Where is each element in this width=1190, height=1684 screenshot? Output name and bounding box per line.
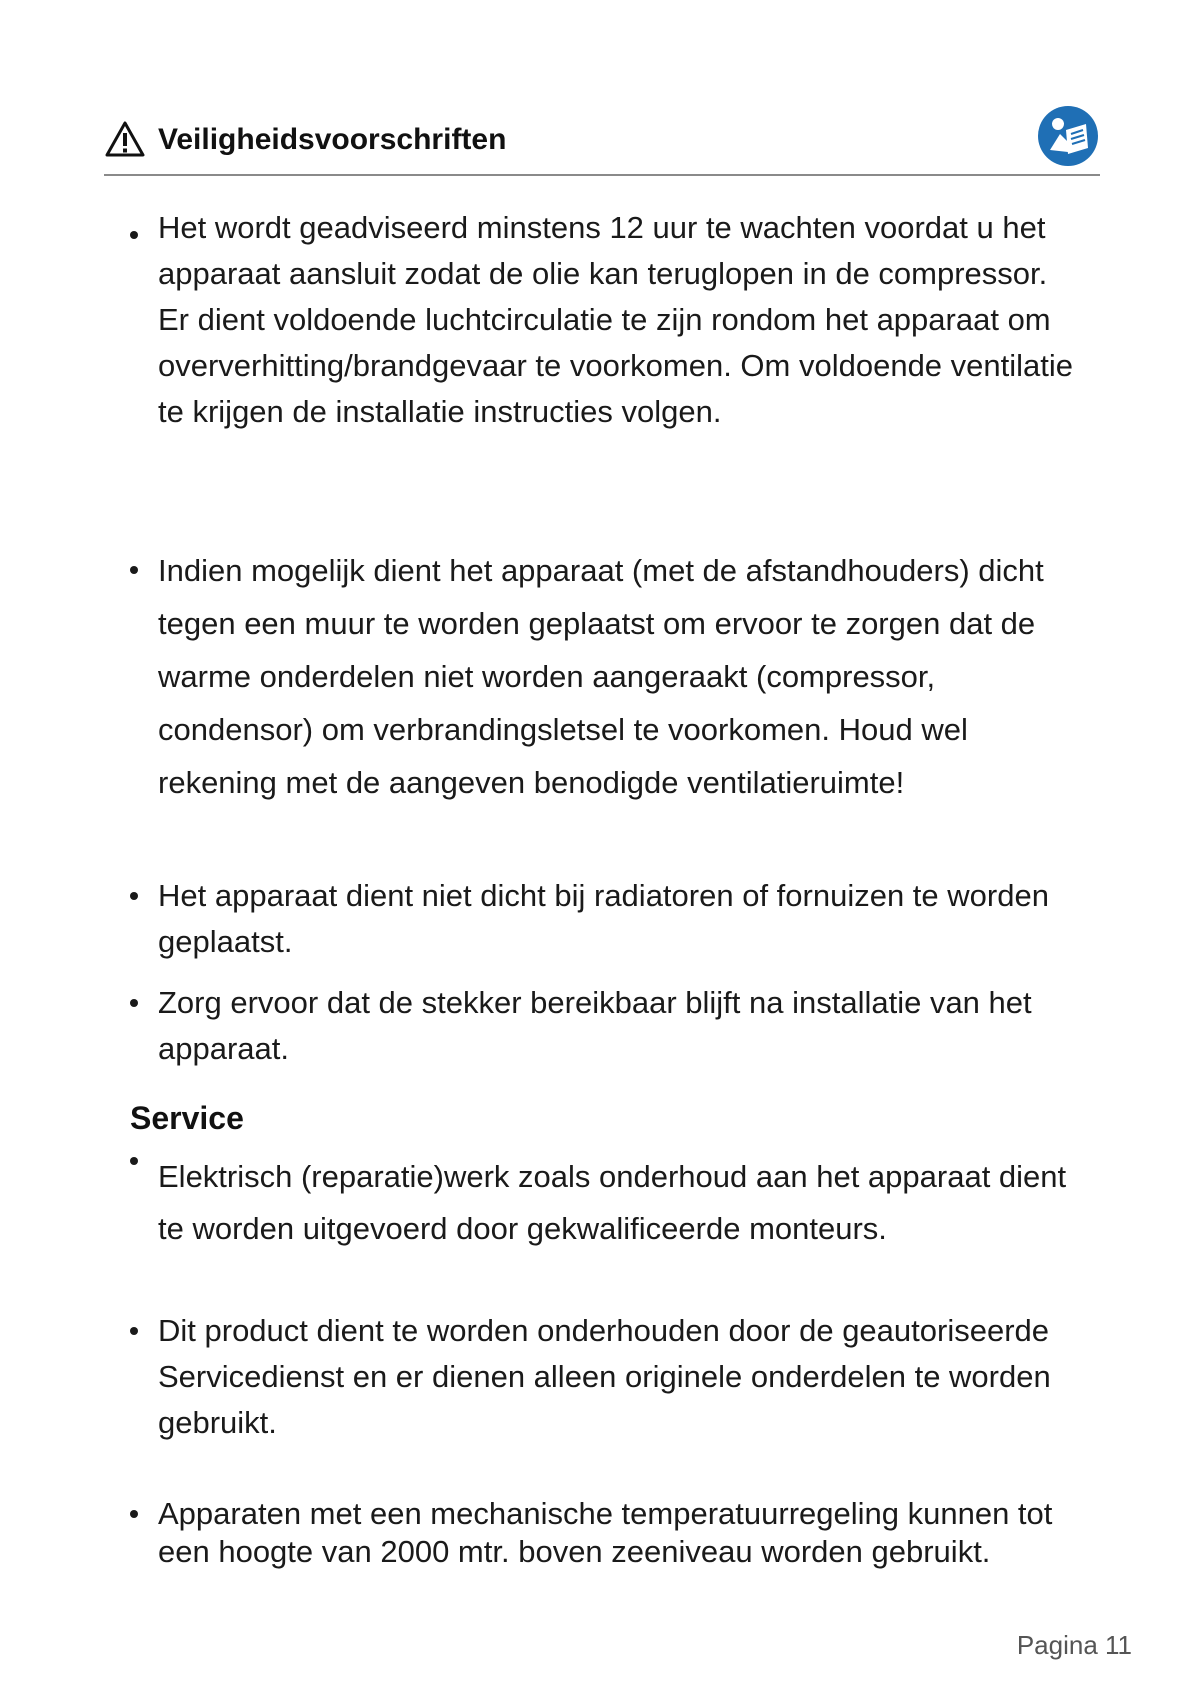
list-item-text: Zorg ervoor dat de stekker bereikbaar blijft na installatie van het apparaat. — [158, 985, 1032, 1066]
list-item-text: Het wordt geadviseerd minstens 12 uur te wachten voordat u het apparaat aansluit zodat de olie kan teruglopen in de compressor. Er dient voldoende luchtcirculatie te zijn rondom het apparaat om oververhitting/brandgevaar te voorkomen. Om voldoende ventilatie te krijgen de installatie instructies volgen. — [158, 210, 1074, 429]
list-item-text: Het apparaat dient niet dicht bij radiatoren of fornuizen te worden geplaatst. — [158, 878, 1049, 959]
list-item-text: Apparaten met een mechanische temperatuurregeling kunnen tot een hoogte van 2000 mtr. boven zeeniveau worden gebruikt. — [158, 1496, 1053, 1569]
bullet-dot — [130, 999, 138, 1007]
list-item-text: Indien mogelijk dient het apparaat (met de afstandhouders) dicht tegen een muur te worden geplaatst om ervoor te zorgen dat de warme onderdelen niet worden aangeraakt (compressor, condensor) om verbrandingsletsel te voorkomen. Houd wel rekening met de aangeven benodigde ventilatieruimte! — [158, 553, 1044, 800]
list-item-text: Dit product dient te worden onderhouden door de geautoriseerde Servicedienst en er dienen alleen originele onderdelen te worden gebruikt. — [158, 1313, 1051, 1440]
list-item-text: Elektrisch (reparatie)werk zoals onderhoud aan het apparaat dient te worden uitgevoerd door gekwalificeerde monteurs. — [158, 1159, 1067, 1246]
bullet-dot — [130, 1157, 138, 1165]
bullet-dot — [130, 231, 138, 239]
page-number: Pagina 11 — [1016, 1630, 1132, 1660]
bullet-dot — [130, 892, 138, 900]
bullet-dot — [130, 566, 138, 574]
bullet-dot — [130, 1510, 138, 1518]
section-heading-service: Service — [130, 1100, 244, 1136]
page-title: Veiligheidsvoorschriften — [158, 123, 507, 156]
bullet-dot — [130, 1327, 138, 1335]
